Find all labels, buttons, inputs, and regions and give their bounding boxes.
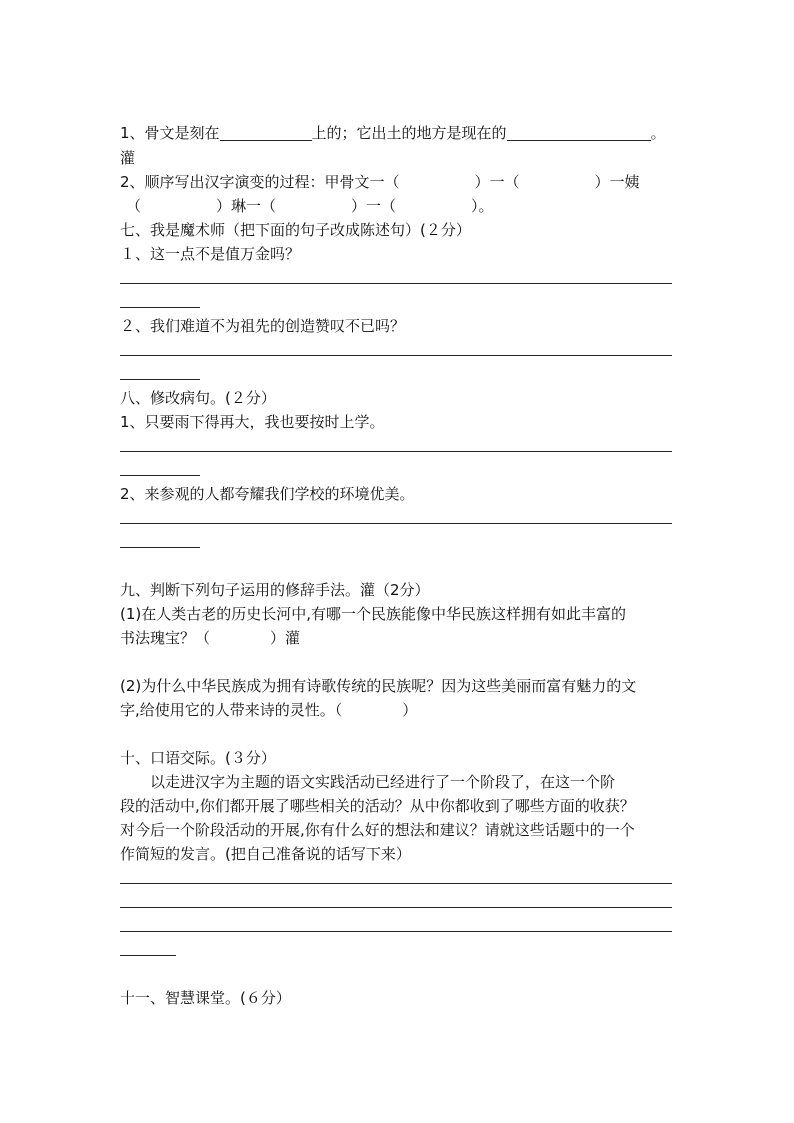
section-10-prompt-line3: 对今后一个阶段活动的开展,你有什么好的想法和建议？请就这些话题中的一个 — [120, 821, 635, 839]
fill-blank-q1 — [120, 123, 666, 143]
q1-stray-char: 灌 — [120, 149, 136, 167]
answer-line[interactable] — [120, 523, 672, 524]
section-8-q2: 2、来参观的人都夸耀我们学校的环境优美。 — [120, 485, 415, 503]
section-10-prompt-line4: 作简短的发言。(把自己准备说的话写下来） — [120, 845, 411, 863]
section-9-title: 九、判断下列句子运用的修辞手法。灌（2分） — [120, 581, 430, 599]
q1-text-before: 1、骨文是刻在 — [120, 124, 220, 142]
section-9-q2-line2: 字,给使用它的人带来诗的灵性。（ ） — [120, 701, 418, 719]
answer-line[interactable] — [120, 451, 672, 452]
answer-line-short[interactable] — [120, 547, 200, 548]
section-8-q1: 1、只要雨下得再大，我也要按时上学。 — [120, 413, 385, 431]
answer-line-short[interactable] — [120, 955, 176, 956]
q1-blank-2[interactable] — [507, 124, 651, 141]
section-7-q1: １、这一点不是值万金吗？ — [120, 245, 301, 263]
section-7-q2: ２、我们难道不为祖先的创造赞叹不已吗？ — [120, 317, 406, 335]
fill-blank-q2-line2: （ ）琳一（ ）一（ ）。 — [126, 197, 494, 215]
answer-line-short[interactable] — [120, 307, 200, 308]
section-9-q1-line1: (1)在人类古老的历史长河中,有哪一个民族能像中华民族这样拥有如此丰富的 — [120, 605, 627, 623]
answer-line[interactable] — [120, 283, 672, 284]
answer-line[interactable] — [120, 883, 672, 884]
section-10-prompt-line2: 段的活动中,你们都开展了哪些相关的活动？从中你都收到了哪些方面的收获？ — [120, 797, 635, 815]
answer-line[interactable] — [120, 907, 672, 908]
answer-line[interactable] — [120, 355, 672, 356]
q1-blank-1[interactable] — [220, 124, 312, 141]
answer-line-short[interactable] — [120, 475, 200, 476]
section-8-title: 八、修改病句。(２分） — [120, 389, 276, 407]
q1-text-mid: 上的；它出土的地方是现在的 — [311, 124, 507, 142]
section-10-title: 十、口语交际。(３分） — [120, 749, 276, 767]
section-10-prompt-line1: 以走进汉字为主题的语文实践活动已经进行了一个阶段了，在这一个阶 — [120, 773, 616, 791]
section-7-title: 七、我是魔术师（把下面的句子改成陈述句）(２分） — [120, 221, 471, 239]
section-11-title: 十一、智慧课堂。(６分） — [120, 989, 291, 1007]
answer-line[interactable] — [120, 931, 672, 932]
answer-line-short[interactable] — [120, 379, 200, 380]
section-9-q2-line1: (2)为什么中华民族成为拥有诗歌传统的民族呢？因为这些美丽而富有魅力的文 — [120, 677, 637, 695]
fill-blank-q2-line1: 2、顺序写出汉字演变的过程：甲骨文一（ ）一（ ）一姨 — [120, 173, 640, 191]
section-9-q1-line2: 书法瑰宝？（ ）灌 — [120, 629, 301, 647]
q1-text-end: 。 — [650, 124, 666, 142]
